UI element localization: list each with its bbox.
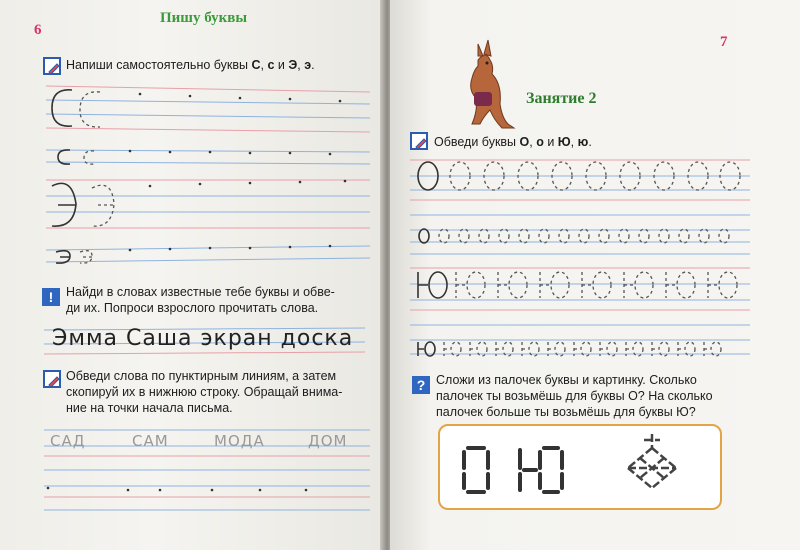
left-writing-lines [0,0,384,550]
pencil-task-icon [43,370,61,388]
pencil-task-icon [410,132,428,150]
words-to-trace: Эмма Саша экран доска [52,326,354,351]
trace-word-4: ДОМ [308,432,348,450]
left-page [0,0,384,550]
task-write-letters: Напиши самостоятельно буквы С, с и Э, э. [66,58,315,72]
trace-word-1: САД [50,432,86,450]
lesson-title: Занятие 2 [526,90,597,107]
task-stick-letters: Сложи из палочек буквы и картинку. Сколько палочек ты возьмёшь для буквы О? На сколько палочек больше ты возьмёшь для буквы Ю? [436,373,713,419]
right-page [390,0,800,550]
question-icon: ? [412,376,430,394]
task-find-letters: Найди в словах известные тебе буквы и обве- ди их. Попроси взрослого прочитать слова. [66,285,335,315]
page-number-right: 7 [720,34,728,50]
kangaroo-illustration [471,40,514,128]
exclamation-icon: ! [42,288,60,306]
task-copy-words: Обведи слова по пунктирным линиям, а затем скопируй их в нижнюю строку. Обращай внима- ние на точки начала письма. [66,369,343,415]
stick-figures [440,426,720,508]
page-number-left: 6 [34,22,42,38]
task-trace-letters: Обведи буквы О, о и Ю, ю. [434,135,592,149]
stick-figures-frame [438,424,722,510]
trace-word-3: МОДА [214,432,265,450]
page-title: Пишу буквы [160,10,248,26]
trace-word-2: САМ [132,432,169,450]
